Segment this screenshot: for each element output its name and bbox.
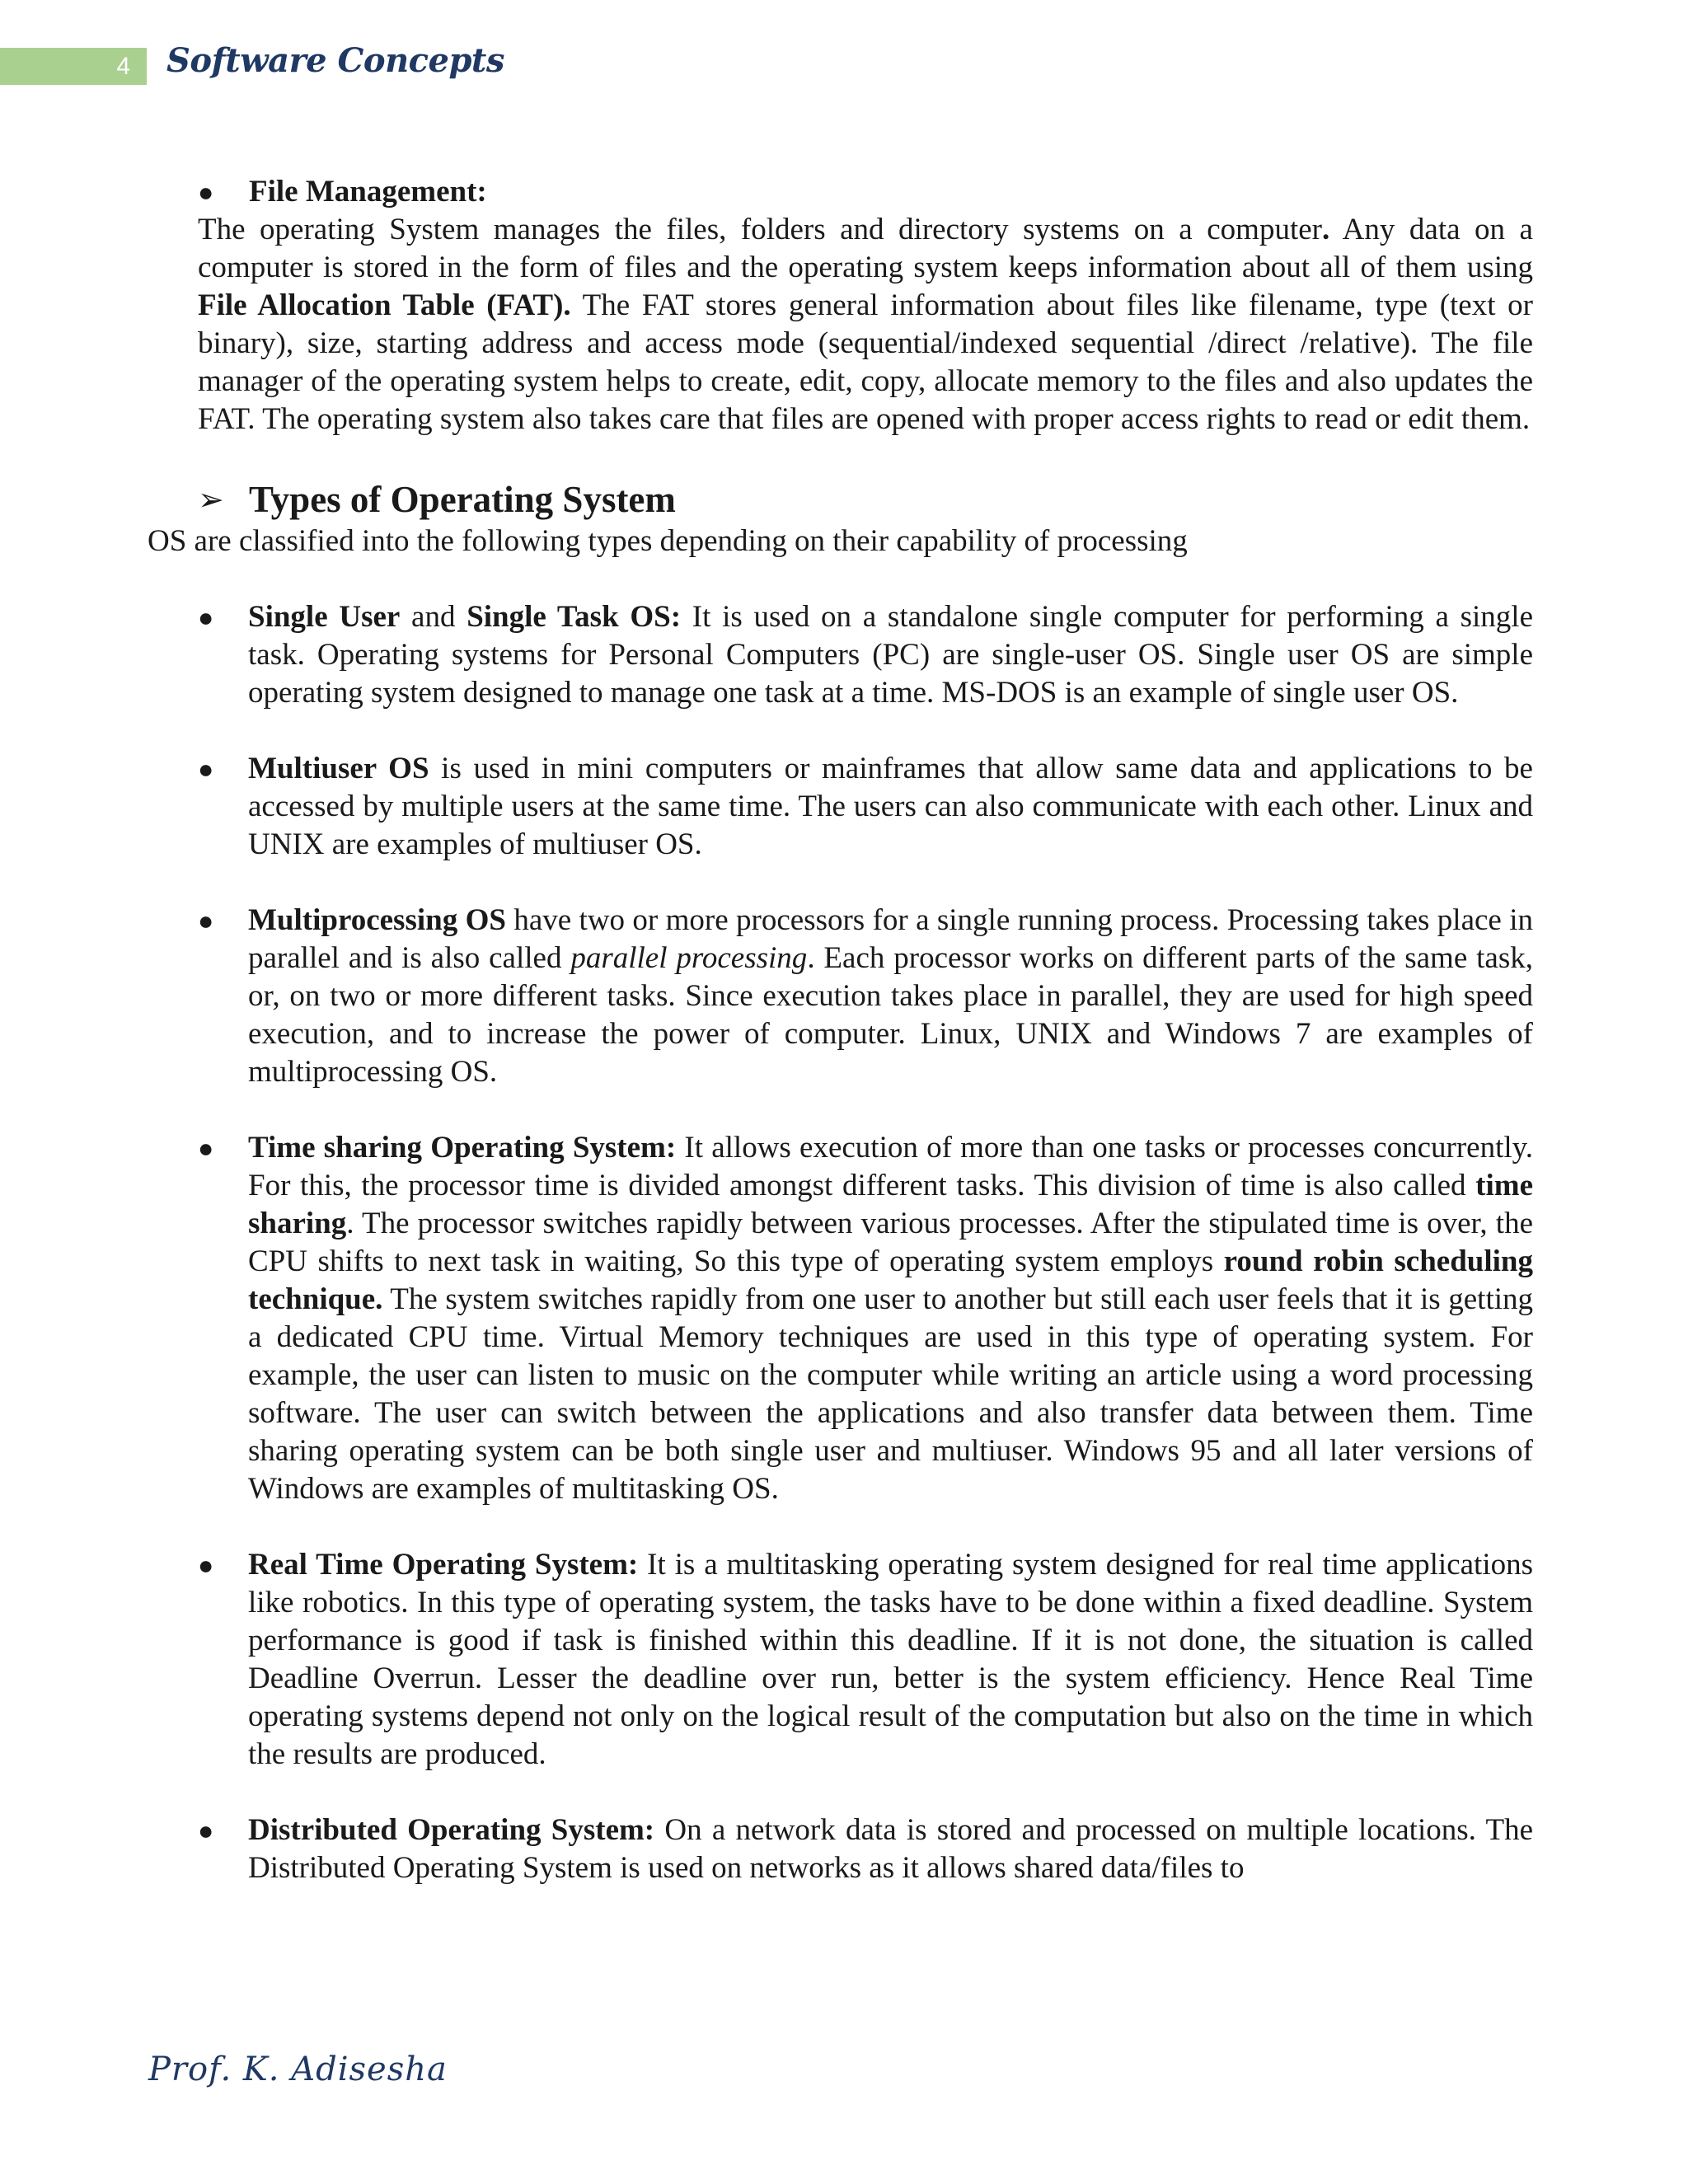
text-span: and [400, 600, 467, 634]
page-number: 4 [0, 48, 147, 85]
term: Real Time Operating System: [248, 1548, 639, 1582]
file-management-heading: File Management: [249, 175, 487, 209]
text-span: . Each processor works on different parts of the same task, or, on two or more different tasks. Since execution takes place in parallel, they are used for high speed execution, and to increase the power of computer. Linux, UNIX and Windows 7 are examples of multiprocessing OS. [248, 941, 1533, 1089]
file-management-block [198, 173, 1533, 211]
term: Time sharing Operating System: [248, 1131, 677, 1165]
list-item-distributed [198, 1811, 1533, 1887]
term: time sharing [248, 1169, 1533, 1240]
text-span: The system switches rapidly from one user to another but still each user feels that it is getting a dedicated CPU time. Virtual Memory techniques are used in this type of operating system. For example, the user can listen to music on the computer while writing an article using a word processing software. The user can switch between the applications and also transfer data between them. Time sharing operating system can be both single user and multiuser. Windows 95 and all later versions of Windows are examples of multitasking OS. [248, 1282, 1533, 1506]
bullet-icon: ● [198, 906, 214, 935]
term: Multiuser OS [248, 752, 429, 785]
text-span: On a network data is stored and processed on multiple locations. The Distributed Operating System is used on networks as it allows shared data/files to [248, 1813, 1533, 1885]
text-span: have two or more processors for a single running process. Processing takes place in parallel and is also called [248, 903, 1533, 975]
running-header-title: Software Concepts [166, 41, 504, 80]
arrow-bullet-icon: ➢ [198, 481, 224, 518]
term: Single Task OS: [467, 600, 682, 634]
list-item-real-time [198, 1546, 1533, 1774]
bullet-icon: ● [198, 602, 214, 632]
bullet-icon: ● [198, 177, 214, 207]
text-span: It allows execution of more than one tasks or processes concurrently. For this, the processor time is divided amongst different tasks. This division of time is also called [248, 1131, 1533, 1202]
term: round robin scheduling technique. [248, 1244, 1533, 1316]
bullet-icon: ● [198, 1550, 214, 1580]
text-span: . The processor switches rapidly between various processes. After the stipulated time is over, the CPU shifts to next task in waiting, So this type of operating system employs [248, 1207, 1533, 1278]
text-span: It is used on a standalone single computer for performing a single task. Operating systems for Personal Computers (PC) are single-user OS. Single user OS are simple operating system designed to manage one task at a time. MS-DOS is an example of single user OS. [248, 600, 1533, 710]
text-span: Any data on a computer is stored in the form of files and the operating system keeps information about all of them using [198, 213, 1533, 284]
types-intro: OS are classified into the following types depending on their capability of processing [148, 524, 1188, 558]
list-item-multiprocessing [198, 902, 1533, 1091]
term: Multiprocessing OS [248, 903, 506, 937]
list-item-time-sharing [198, 1129, 1533, 1508]
bullet-icon: ● [198, 1816, 214, 1845]
text-span: . [1321, 213, 1330, 246]
text-span: It is a multitasking operating system designed for real time applications like robotics. In this type of operating system, the tasks have to be done within a fixed deadline. System performance is good if task is finished within this deadline. If it is not done, the situation is called Deadline Overrun. Lesser the deadline over run, better is the system efficiency. Hence Real Time operating systems depend not only on the logical result of the computation but also on the time in which the results are produced. [248, 1548, 1533, 1771]
bullet-icon: ● [198, 1133, 214, 1163]
page-content [148, 173, 1533, 1887]
fat-term: File Allocation Table (FAT). [198, 288, 571, 322]
text-span: is used in mini computers or mainframes that allow same data and applications to be accessed by multiple users at the same time. The users can also communicate with each other. Linux and UNIX are examples of multiuser OS. [248, 752, 1533, 861]
footer-author: Prof. K. Adisesha [148, 2050, 448, 2088]
italic-term: parallel processing [570, 941, 808, 975]
text-span: The FAT stores general information about files like filename, type (text or binary), size, starting address and access mode (sequential/indexed sequential /direct /relative). The file manager of the operating system helps to create, edit, copy, allocate memory to the files and also updates the FAT. The operating system also takes care that files are opened with proper access rights to read or edit them. [198, 288, 1533, 436]
term: Single User [248, 600, 401, 634]
list-item-multiuser [198, 750, 1533, 864]
file-management-paragraph [198, 211, 1533, 438]
term: Distributed Operating System: [248, 1813, 655, 1847]
bullet-icon: ● [198, 754, 214, 784]
section-heading-text: Types of Operating System [249, 479, 676, 520]
section-heading-types [198, 476, 1533, 523]
list-item-single-user [198, 598, 1533, 712]
text-span: The operating System manages the files, folders and directory systems on a computer [198, 213, 1322, 246]
